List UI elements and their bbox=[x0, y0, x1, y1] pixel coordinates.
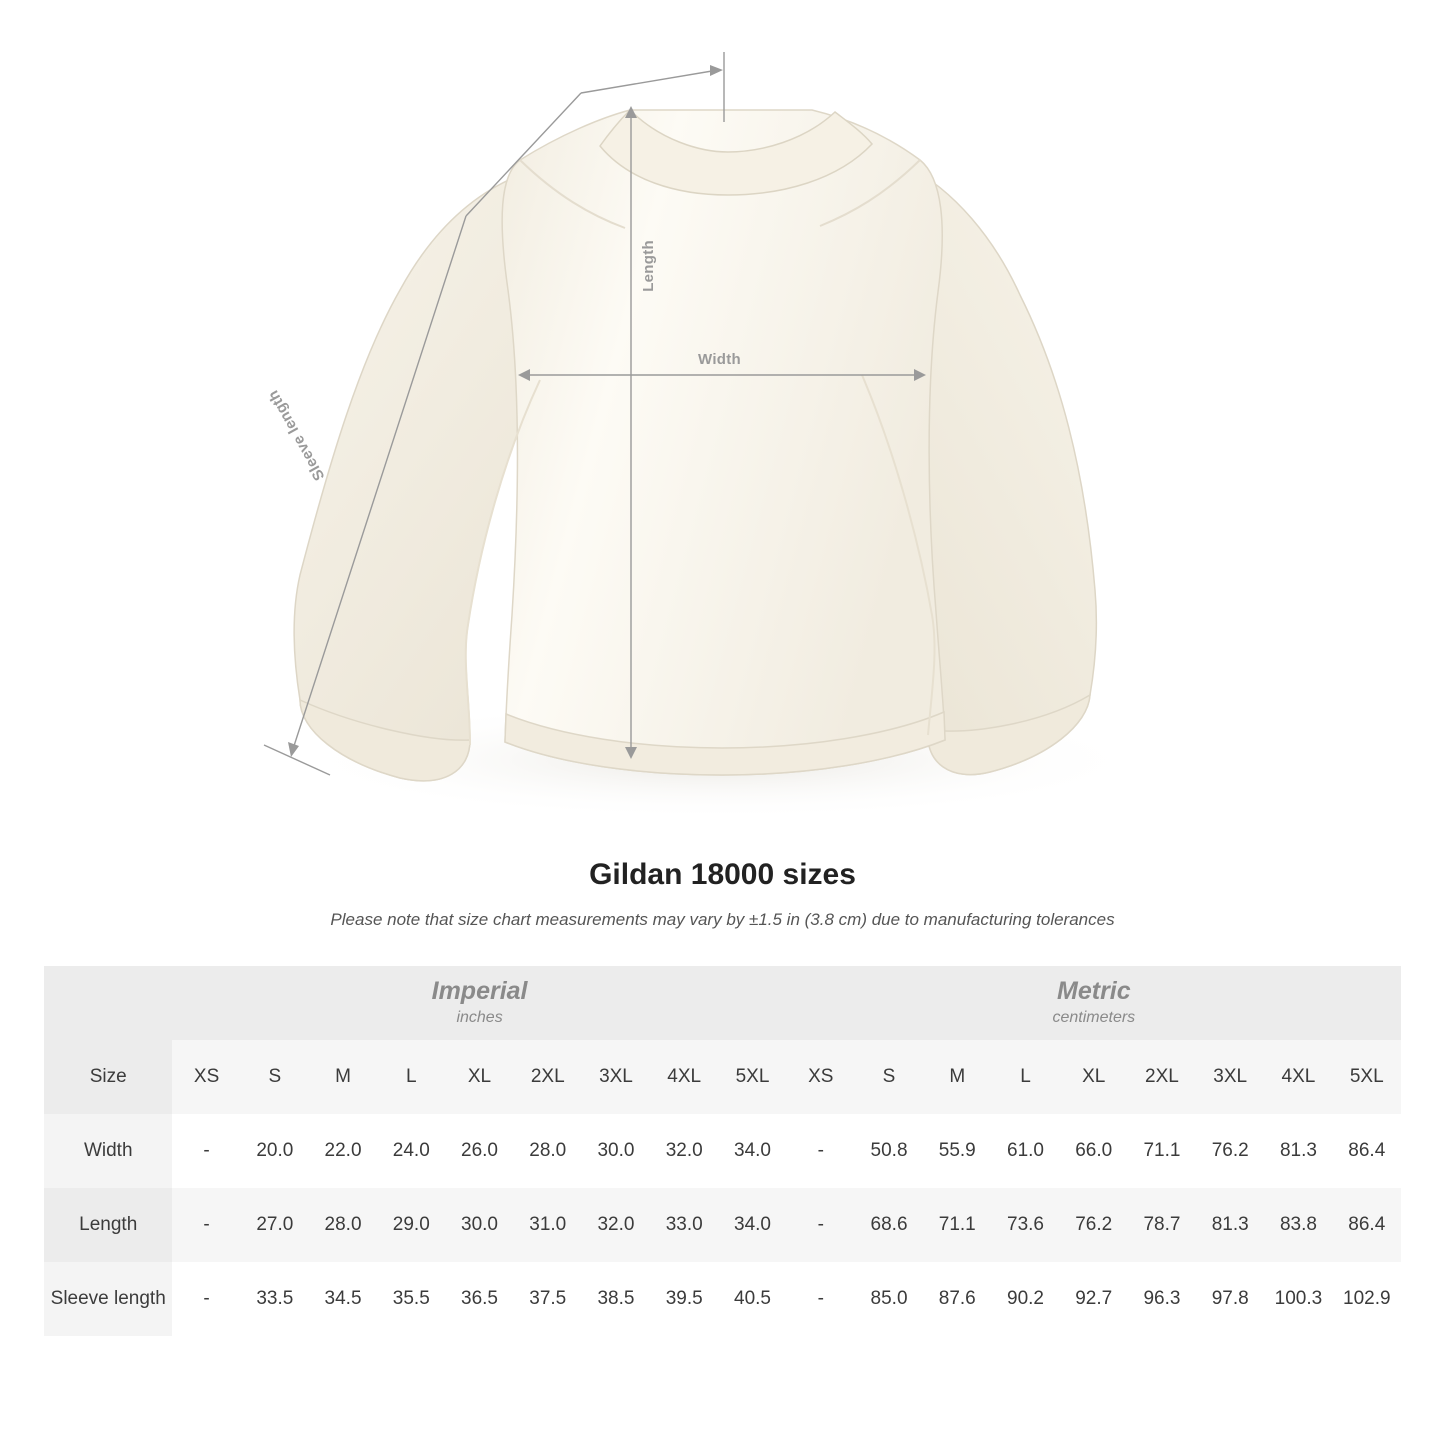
cell-met-width-l: 61.0 bbox=[991, 1114, 1059, 1188]
cell-met-length-s: 68.6 bbox=[855, 1188, 923, 1262]
cell-imp-sleeve-3xl: 38.5 bbox=[582, 1262, 650, 1336]
col-head-imperial-s: S bbox=[241, 1040, 309, 1114]
size-header-row bbox=[44, 1040, 1401, 1114]
cell-imp-width-l: 24.0 bbox=[377, 1114, 445, 1188]
cell-imp-length-l: 29.0 bbox=[377, 1188, 445, 1262]
cell-met-width-xl: 66.0 bbox=[1060, 1114, 1128, 1188]
cell-met-width-5xl: 86.4 bbox=[1333, 1114, 1401, 1188]
cell-met-length-5xl: 86.4 bbox=[1333, 1188, 1401, 1262]
col-head-imperial-m: M bbox=[309, 1040, 377, 1114]
cell-imp-sleeve-4xl: 39.5 bbox=[650, 1262, 718, 1336]
col-head-metric-xs: XS bbox=[787, 1040, 855, 1114]
imperial-unit: inches bbox=[456, 1009, 503, 1027]
cell-met-sleeve-5xl: 102.9 bbox=[1333, 1262, 1401, 1336]
cell-met-sleeve-xs: - bbox=[787, 1262, 855, 1336]
cell-met-width-m: 55.9 bbox=[923, 1114, 991, 1188]
cell-imp-sleeve-2xl: 37.5 bbox=[514, 1262, 582, 1336]
col-head-metric-5xl: 5XL bbox=[1333, 1040, 1401, 1114]
cell-met-width-2xl: 71.1 bbox=[1128, 1114, 1196, 1188]
cell-imp-width-s: 20.0 bbox=[241, 1114, 309, 1188]
cell-imp-sleeve-5xl: 40.5 bbox=[718, 1262, 786, 1336]
row-label-width: Width bbox=[44, 1114, 172, 1188]
row-label-length: Length bbox=[44, 1188, 172, 1262]
cell-met-length-xs: - bbox=[787, 1188, 855, 1262]
col-head-imperial-3xl: 3XL bbox=[582, 1040, 650, 1114]
cell-imp-sleeve-xs: - bbox=[172, 1262, 240, 1336]
col-head-imperial-2xl: 2XL bbox=[514, 1040, 582, 1114]
cell-met-length-l: 73.6 bbox=[991, 1188, 1059, 1262]
cell-met-length-4xl: 83.8 bbox=[1264, 1188, 1332, 1262]
size-table-wrap bbox=[44, 966, 1401, 1336]
col-head-metric-l: L bbox=[991, 1040, 1059, 1114]
cell-met-sleeve-2xl: 96.3 bbox=[1128, 1262, 1196, 1336]
cell-imp-width-5xl: 34.0 bbox=[718, 1114, 786, 1188]
metric-unit: centimeters bbox=[1052, 1009, 1136, 1027]
cell-imp-width-xs: - bbox=[172, 1114, 240, 1188]
cell-met-length-3xl: 81.3 bbox=[1196, 1188, 1264, 1262]
col-head-imperial-5xl: 5XL bbox=[718, 1040, 786, 1114]
cell-imp-length-3xl: 32.0 bbox=[582, 1188, 650, 1262]
chart-title: Gildan 18000 sizes bbox=[589, 858, 856, 891]
cell-met-length-2xl: 78.7 bbox=[1128, 1188, 1196, 1262]
cell-met-length-xl: 76.2 bbox=[1060, 1188, 1128, 1262]
cell-met-width-4xl: 81.3 bbox=[1264, 1114, 1332, 1188]
table-row-width bbox=[44, 1114, 1401, 1188]
cell-met-width-3xl: 76.2 bbox=[1196, 1114, 1264, 1188]
col-head-imperial-xl: XL bbox=[445, 1040, 513, 1114]
sleeve-length-label: Sleeve length bbox=[264, 387, 329, 484]
metric-name: Metric bbox=[1057, 977, 1131, 1006]
cell-imp-length-xl: 30.0 bbox=[445, 1188, 513, 1262]
table-row-length bbox=[44, 1188, 1401, 1262]
cell-imp-sleeve-l: 35.5 bbox=[377, 1262, 445, 1336]
cell-met-sleeve-l: 90.2 bbox=[991, 1262, 1059, 1336]
cell-imp-sleeve-xl: 36.5 bbox=[445, 1262, 513, 1336]
body bbox=[502, 110, 945, 775]
col-head-imperial-4xl: 4XL bbox=[650, 1040, 718, 1114]
row-label-sleeve-length: Sleeve length bbox=[44, 1262, 172, 1336]
size-label-cell: Size bbox=[44, 1040, 172, 1114]
cell-imp-length-5xl: 34.0 bbox=[718, 1188, 786, 1262]
col-head-metric-2xl: 2XL bbox=[1128, 1040, 1196, 1114]
cell-met-sleeve-m: 87.6 bbox=[923, 1262, 991, 1336]
unit-system-header-row bbox=[44, 966, 1401, 1040]
length-label: Length bbox=[640, 240, 657, 292]
cell-imp-length-4xl: 33.0 bbox=[650, 1188, 718, 1262]
cell-imp-length-2xl: 31.0 bbox=[514, 1188, 582, 1262]
unit-header-spacer bbox=[44, 966, 172, 1040]
cell-imp-width-xl: 26.0 bbox=[445, 1114, 513, 1188]
metric-header bbox=[787, 966, 1401, 1040]
imperial-header bbox=[172, 966, 786, 1040]
imperial-name: Imperial bbox=[431, 977, 528, 1006]
width-label: Width bbox=[698, 351, 742, 368]
col-head-metric-4xl: 4XL bbox=[1264, 1040, 1332, 1114]
cell-met-width-xs: - bbox=[787, 1114, 855, 1188]
chart-note: Please note that size chart measurements may vary by ±1.5 in (3.8 cm) due to manufacturing tolerances bbox=[330, 910, 1115, 929]
col-head-metric-m: M bbox=[923, 1040, 991, 1114]
cell-imp-sleeve-m: 34.5 bbox=[309, 1262, 377, 1336]
cell-imp-length-s: 27.0 bbox=[241, 1188, 309, 1262]
col-head-metric-s: S bbox=[855, 1040, 923, 1114]
cell-imp-width-m: 22.0 bbox=[309, 1114, 377, 1188]
size-table bbox=[44, 966, 1401, 1336]
cell-met-sleeve-s: 85.0 bbox=[855, 1262, 923, 1336]
cell-imp-width-4xl: 32.0 bbox=[650, 1114, 718, 1188]
col-head-metric-3xl: 3XL bbox=[1196, 1040, 1264, 1114]
col-head-imperial-l: L bbox=[377, 1040, 445, 1114]
table-row-sleeve-length bbox=[44, 1262, 1401, 1336]
cell-imp-length-xs: - bbox=[172, 1188, 240, 1262]
cell-met-width-s: 50.8 bbox=[855, 1114, 923, 1188]
cell-met-sleeve-xl: 92.7 bbox=[1060, 1262, 1128, 1336]
cell-imp-width-3xl: 30.0 bbox=[582, 1114, 650, 1188]
cell-imp-length-m: 28.0 bbox=[309, 1188, 377, 1262]
cell-imp-width-2xl: 28.0 bbox=[514, 1114, 582, 1188]
cell-met-sleeve-4xl: 100.3 bbox=[1264, 1262, 1332, 1336]
cell-met-length-m: 71.1 bbox=[923, 1188, 991, 1262]
cell-imp-sleeve-s: 33.5 bbox=[241, 1262, 309, 1336]
col-head-metric-xl: XL bbox=[1060, 1040, 1128, 1114]
col-head-imperial-xs: XS bbox=[172, 1040, 240, 1114]
cell-met-sleeve-3xl: 97.8 bbox=[1196, 1262, 1264, 1336]
